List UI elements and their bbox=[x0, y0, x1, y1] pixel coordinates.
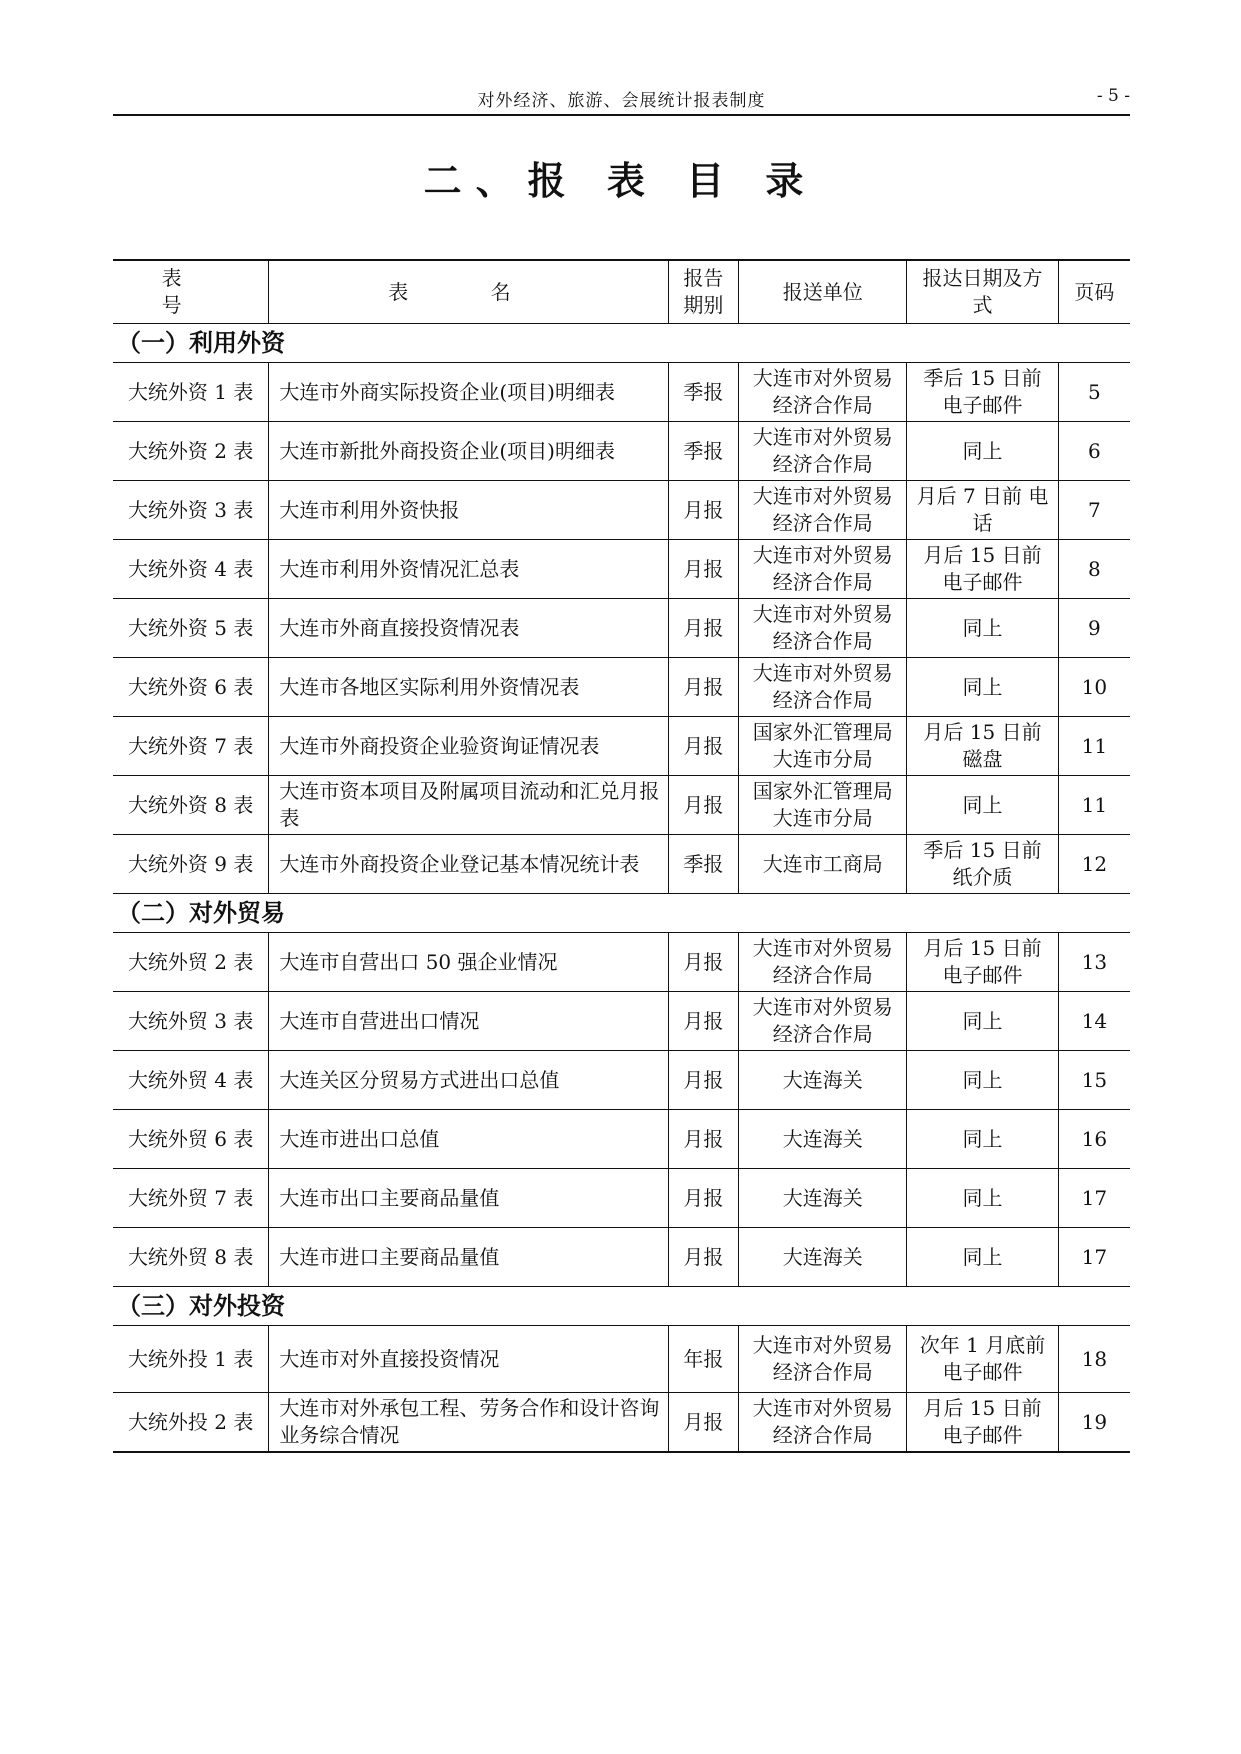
table-cell-period: 月报 bbox=[668, 658, 739, 717]
table-cell-deadline: 月后 15 日前 电子邮件 bbox=[907, 933, 1058, 992]
table-cell-page: 8 bbox=[1058, 540, 1130, 599]
section-heading-row bbox=[113, 324, 1130, 363]
table-cell-unit: 大连市对外贸易经济合作局 bbox=[739, 481, 907, 540]
table-cell-name: 大连市资本项目及附属项目流动和汇兑月报表 bbox=[269, 776, 668, 835]
table-row bbox=[113, 599, 1130, 658]
header-title: 对外经济、旅游、会展统计报表制度 bbox=[477, 91, 766, 111]
table-cell-unit: 大连市对外贸易经济合作局 bbox=[739, 363, 907, 422]
column-header-code: 表 号 bbox=[113, 260, 269, 324]
table-cell-code: 大统外资 5 表 bbox=[113, 599, 269, 658]
page-header bbox=[113, 86, 1130, 116]
table-row bbox=[113, 1110, 1130, 1169]
table-cell-name: 大连市各地区实际利用外资情况表 bbox=[269, 658, 668, 717]
table-cell-page: 9 bbox=[1058, 599, 1130, 658]
table-row bbox=[113, 992, 1130, 1051]
table-cell-code: 大统外贸 4 表 bbox=[113, 1051, 269, 1110]
column-header-deadline: 报达日期及方式 bbox=[907, 260, 1058, 324]
table-body bbox=[113, 324, 1130, 1453]
table-cell-page: 12 bbox=[1058, 835, 1130, 894]
table-cell-code: 大统外资 8 表 bbox=[113, 776, 269, 835]
table-cell-period: 月报 bbox=[668, 933, 739, 992]
table-cell-period: 月报 bbox=[668, 599, 739, 658]
table-cell-unit: 大连海关 bbox=[739, 1051, 907, 1110]
table-cell-period: 月报 bbox=[668, 1110, 739, 1169]
table-cell-deadline: 同上 bbox=[907, 422, 1058, 481]
table-cell-period: 月报 bbox=[668, 717, 739, 776]
table-cell-deadline: 同上 bbox=[907, 992, 1058, 1051]
table-row bbox=[113, 1169, 1130, 1228]
table-cell-unit: 大连海关 bbox=[739, 1169, 907, 1228]
table-cell-deadline: 同上 bbox=[907, 658, 1058, 717]
table-cell-unit: 大连市对外贸易经济合作局 bbox=[739, 992, 907, 1051]
table-cell-name: 大连市外商直接投资情况表 bbox=[269, 599, 668, 658]
table-cell-unit: 大连市对外贸易经济合作局 bbox=[739, 933, 907, 992]
section-heading-row bbox=[113, 1287, 1130, 1326]
table-row bbox=[113, 835, 1130, 894]
table-cell-name: 大连市自营进出口情况 bbox=[269, 992, 668, 1051]
table-cell-page: 14 bbox=[1058, 992, 1130, 1051]
table-header-row bbox=[113, 260, 1130, 324]
table-cell-deadline: 次年 1 月底前 电子邮件 bbox=[907, 1326, 1058, 1393]
table-cell-unit: 大连市对外贸易经济合作局 bbox=[739, 540, 907, 599]
table-cell-code: 大统外投 1 表 bbox=[113, 1326, 269, 1393]
table-cell-page: 19 bbox=[1058, 1393, 1130, 1453]
table-row bbox=[113, 776, 1130, 835]
table-cell-name: 大连市进出口总值 bbox=[269, 1110, 668, 1169]
page-number: - 5 - bbox=[1096, 86, 1130, 106]
document-title: 二、报 表 目 录 bbox=[423, 159, 818, 203]
table-cell-code: 大统外资 9 表 bbox=[113, 835, 269, 894]
table-cell-name: 大连市利用外资情况汇总表 bbox=[269, 540, 668, 599]
table-cell-deadline: 同上 bbox=[907, 599, 1058, 658]
table-cell-deadline: 月后 15 日前 磁盘 bbox=[907, 717, 1058, 776]
table-cell-unit: 大连市工商局 bbox=[739, 835, 907, 894]
table-cell-unit: 大连海关 bbox=[739, 1228, 907, 1287]
section-heading-row bbox=[113, 894, 1130, 933]
table-cell-page: 18 bbox=[1058, 1326, 1130, 1393]
table-cell-code: 大统外资 1 表 bbox=[113, 363, 269, 422]
table-cell-code: 大统外投 2 表 bbox=[113, 1393, 269, 1453]
table-row bbox=[113, 1326, 1130, 1393]
table-cell-period: 季报 bbox=[668, 835, 739, 894]
table-cell-period: 年报 bbox=[668, 1326, 739, 1393]
table-cell-page: 13 bbox=[1058, 933, 1130, 992]
table-cell-period: 月报 bbox=[668, 540, 739, 599]
table-cell-name: 大连市自营出口 50 强企业情况 bbox=[269, 933, 668, 992]
table-cell-page: 5 bbox=[1058, 363, 1130, 422]
table-cell-unit: 大连市对外贸易经济合作局 bbox=[739, 1393, 907, 1453]
table-cell-period: 季报 bbox=[668, 363, 739, 422]
table-cell-name: 大连市外商实际投资企业(项目)明细表 bbox=[269, 363, 668, 422]
table-cell-code: 大统外贸 6 表 bbox=[113, 1110, 269, 1169]
table-cell-code: 大统外贸 7 表 bbox=[113, 1169, 269, 1228]
table-cell-period: 月报 bbox=[668, 1169, 739, 1228]
table-cell-period: 月报 bbox=[668, 1393, 739, 1453]
table-row bbox=[113, 717, 1130, 776]
section-title: （三）对外投资 bbox=[113, 1287, 1130, 1326]
table-cell-code: 大统外资 2 表 bbox=[113, 422, 269, 481]
table-cell-code: 大统外贸 2 表 bbox=[113, 933, 269, 992]
table-cell-name: 大连市出口主要商品量值 bbox=[269, 1169, 668, 1228]
table-cell-page: 16 bbox=[1058, 1110, 1130, 1169]
table-cell-code: 大统外资 3 表 bbox=[113, 481, 269, 540]
table-cell-deadline: 同上 bbox=[907, 1110, 1058, 1169]
table-cell-name: 大连市外商投资企业登记基本情况统计表 bbox=[269, 835, 668, 894]
table-cell-unit: 国家外汇管理局大连市分局 bbox=[739, 776, 907, 835]
table-cell-unit: 大连海关 bbox=[739, 1110, 907, 1169]
table-cell-name: 大连市进口主要商品量值 bbox=[269, 1228, 668, 1287]
table-cell-deadline: 同上 bbox=[907, 776, 1058, 835]
table-cell-deadline: 月后 7 日前 电话 bbox=[907, 481, 1058, 540]
table-cell-deadline: 季后 15 日前 电子邮件 bbox=[907, 363, 1058, 422]
table-row bbox=[113, 933, 1130, 992]
table-cell-name: 大连市新批外商投资企业(项目)明细表 bbox=[269, 422, 668, 481]
section-title: （二）对外贸易 bbox=[113, 894, 1130, 933]
table-cell-code: 大统外资 6 表 bbox=[113, 658, 269, 717]
table-cell-code: 大统外资 4 表 bbox=[113, 540, 269, 599]
table-cell-period: 月报 bbox=[668, 1051, 739, 1110]
table-cell-page: 6 bbox=[1058, 422, 1130, 481]
table-row bbox=[113, 1228, 1130, 1287]
table-row bbox=[113, 1393, 1130, 1453]
table-cell-period: 月报 bbox=[668, 481, 739, 540]
table-cell-period: 月报 bbox=[668, 776, 739, 835]
table-cell-name: 大连关区分贸易方式进出口总值 bbox=[269, 1051, 668, 1110]
column-header-page: 页码 bbox=[1058, 260, 1130, 324]
table-cell-name: 大连市外商投资企业验资询证情况表 bbox=[269, 717, 668, 776]
table-row bbox=[113, 363, 1130, 422]
table-cell-deadline: 同上 bbox=[907, 1228, 1058, 1287]
table-row bbox=[113, 481, 1130, 540]
table-cell-page: 17 bbox=[1058, 1228, 1130, 1287]
table-row bbox=[113, 422, 1130, 481]
table-row bbox=[113, 658, 1130, 717]
table-cell-code: 大统外资 7 表 bbox=[113, 717, 269, 776]
table-cell-code: 大统外贸 8 表 bbox=[113, 1228, 269, 1287]
table-cell-page: 10 bbox=[1058, 658, 1130, 717]
table-cell-unit: 大连市对外贸易经济合作局 bbox=[739, 422, 907, 481]
table-row bbox=[113, 540, 1130, 599]
table-cell-page: 7 bbox=[1058, 481, 1130, 540]
table-cell-unit: 国家外汇管理局大连市分局 bbox=[739, 717, 907, 776]
section-title: （一）利用外资 bbox=[113, 324, 1130, 363]
table-cell-code: 大统外贸 3 表 bbox=[113, 992, 269, 1051]
table-cell-deadline: 同上 bbox=[907, 1051, 1058, 1110]
table-cell-deadline: 月后 15 日前 电子邮件 bbox=[907, 540, 1058, 599]
column-header-name: 表 名 bbox=[269, 260, 668, 324]
table-cell-deadline: 月后 15 日前 电子邮件 bbox=[907, 1393, 1058, 1453]
table-cell-page: 15 bbox=[1058, 1051, 1130, 1110]
table-cell-unit: 大连市对外贸易经济合作局 bbox=[739, 658, 907, 717]
table-row bbox=[113, 1051, 1130, 1110]
table-cell-page: 11 bbox=[1058, 717, 1130, 776]
table-cell-unit: 大连市对外贸易经济合作局 bbox=[739, 599, 907, 658]
table-cell-page: 11 bbox=[1058, 776, 1130, 835]
table-cell-period: 月报 bbox=[668, 1228, 739, 1287]
column-header-unit: 报送单位 bbox=[739, 260, 907, 324]
table-cell-deadline: 季后 15 日前 纸介质 bbox=[907, 835, 1058, 894]
table-cell-deadline: 同上 bbox=[907, 1169, 1058, 1228]
report-catalog-table bbox=[113, 259, 1130, 1453]
table-cell-period: 季报 bbox=[668, 422, 739, 481]
table-cell-period: 月报 bbox=[668, 992, 739, 1051]
table-cell-page: 17 bbox=[1058, 1169, 1130, 1228]
table-cell-name: 大连市对外承包工程、劳务合作和设计咨询业务综合情况 bbox=[269, 1393, 668, 1453]
table-cell-name: 大连市利用外资快报 bbox=[269, 481, 668, 540]
column-header-period: 报告期别 bbox=[668, 260, 739, 324]
table-cell-unit: 大连市对外贸易经济合作局 bbox=[739, 1326, 907, 1393]
table-cell-name: 大连市对外直接投资情况 bbox=[269, 1326, 668, 1393]
